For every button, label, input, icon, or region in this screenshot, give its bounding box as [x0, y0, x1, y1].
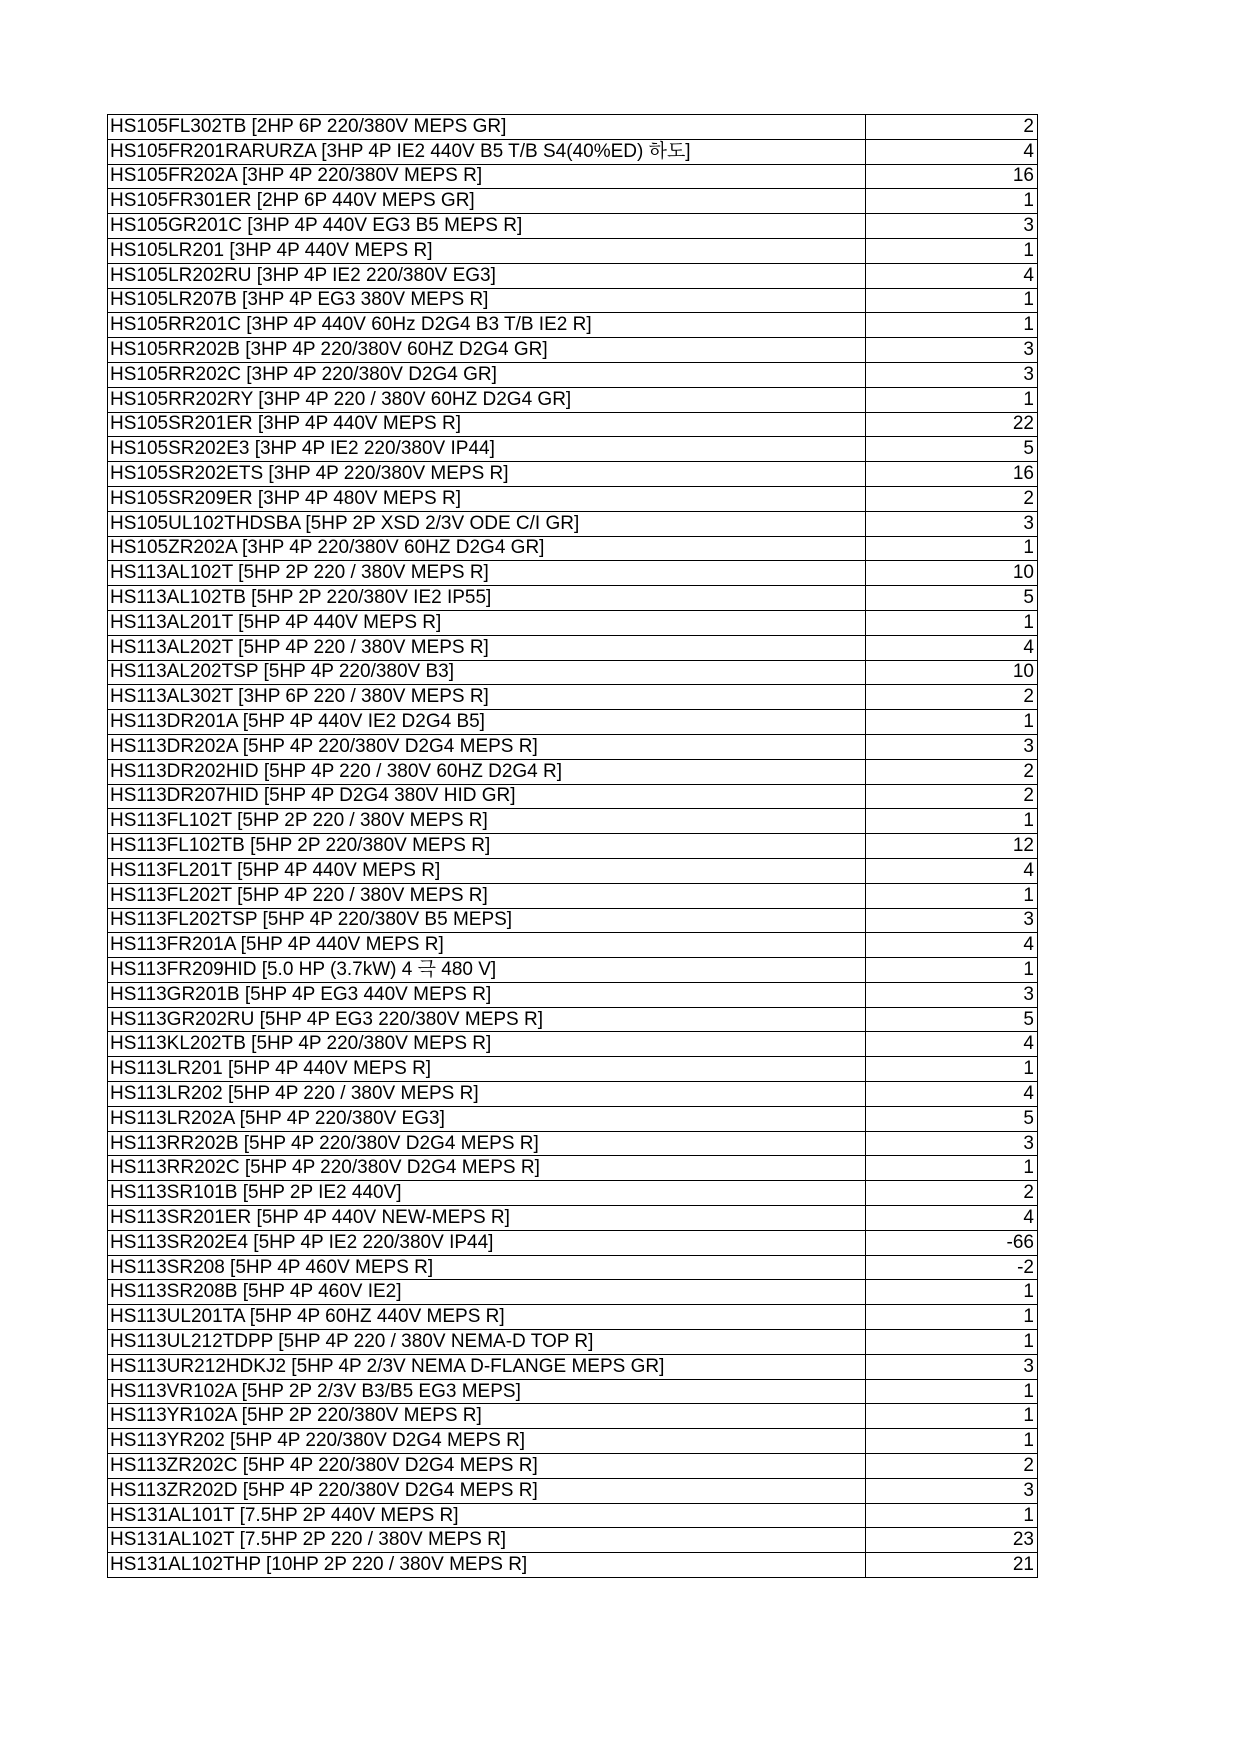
table-row — [108, 462, 1038, 487]
table-row — [108, 1454, 1038, 1479]
quantity-cell: -66 — [866, 1230, 1038, 1255]
table-row — [108, 610, 1038, 635]
quantity-cell: 21 — [866, 1553, 1038, 1578]
quantity-cell: 4 — [866, 263, 1038, 288]
item-description-cell: HS113FL202TSP [5HP 4P 220/380V B5 MEPS] — [108, 908, 866, 933]
quantity-cell: 5 — [866, 1106, 1038, 1131]
item-description-cell: HS113DR202A [5HP 4P 220/380V D2G4 MEPS R] — [108, 734, 866, 759]
item-description-cell: HS113SR208 [5HP 4P 460V MEPS R] — [108, 1255, 866, 1280]
quantity-cell: 1 — [866, 1503, 1038, 1528]
table-row — [108, 1330, 1038, 1355]
table-row — [108, 1007, 1038, 1032]
table-row — [108, 1032, 1038, 1057]
item-description-cell: HS105FL302TB [2HP 6P 220/380V MEPS GR] — [108, 115, 866, 140]
item-description-cell: HS105RR202C [3HP 4P 220/380V D2G4 GR] — [108, 362, 866, 387]
quantity-cell: 2 — [866, 115, 1038, 140]
item-description-cell: HS105SR209ER [3HP 4P 480V MEPS R] — [108, 486, 866, 511]
table-row — [108, 288, 1038, 313]
quantity-cell: 3 — [866, 734, 1038, 759]
item-description-cell: HS113SR101B [5HP 2P IE2 440V] — [108, 1181, 866, 1206]
item-description-cell: HS105FR202A [3HP 4P 220/380V MEPS R] — [108, 164, 866, 189]
quantity-cell: 1 — [866, 1280, 1038, 1305]
quantity-cell: 3 — [866, 214, 1038, 239]
quantity-cell: 1 — [866, 958, 1038, 983]
table-row — [108, 1503, 1038, 1528]
quantity-cell: 3 — [866, 908, 1038, 933]
item-description-cell: HS105FR201RARURZA [3HP 4P IE2 440V B5 T/B S4(40%ED) 하도] — [108, 139, 866, 164]
quantity-cell: 1 — [866, 536, 1038, 561]
item-description-cell: HS113AL202TSP [5HP 4P 220/380V B3] — [108, 660, 866, 685]
quantity-cell: 5 — [866, 1007, 1038, 1032]
item-description-cell: HS105UL102THDSBA [5HP 2P XSD 2/3V ODE C/I GR] — [108, 511, 866, 536]
item-description-cell: HS105LR201 [3HP 4P 440V MEPS R] — [108, 238, 866, 263]
table-row — [108, 1131, 1038, 1156]
item-description-cell: HS113FL102TB [5HP 2P 220/380V MEPS R] — [108, 834, 866, 859]
table-row — [108, 387, 1038, 412]
table-row — [108, 263, 1038, 288]
quantity-cell: 2 — [866, 486, 1038, 511]
table-body — [108, 115, 1038, 1578]
table-row — [108, 536, 1038, 561]
item-description-cell: HS113FR209HID [5.0 HP (3.7kW) 4 극 480 V] — [108, 958, 866, 983]
item-description-cell: HS105SR202E3 [3HP 4P IE2 220/380V IP44] — [108, 437, 866, 462]
table-row — [108, 511, 1038, 536]
item-description-cell: HS113SR201ER [5HP 4P 440V NEW-MEPS R] — [108, 1206, 866, 1231]
item-description-cell: HS113AL201T [5HP 4P 440V MEPS R] — [108, 610, 866, 635]
item-description-cell: HS113RR202C [5HP 4P 220/380V D2G4 MEPS R] — [108, 1156, 866, 1181]
table-row — [108, 1082, 1038, 1107]
quantity-cell: 3 — [866, 982, 1038, 1007]
table-row — [108, 1280, 1038, 1305]
quantity-cell: 2 — [866, 1454, 1038, 1479]
item-description-cell: HS105RR202RY [3HP 4P 220 / 380V 60HZ D2G4 GR] — [108, 387, 866, 412]
quantity-cell: 4 — [866, 933, 1038, 958]
table-row — [108, 784, 1038, 809]
table-row — [108, 958, 1038, 983]
item-description-cell: HS105LR202RU [3HP 4P IE2 220/380V EG3] — [108, 263, 866, 288]
quantity-cell: 1 — [866, 1429, 1038, 1454]
table-row — [108, 1181, 1038, 1206]
quantity-cell: 1 — [866, 883, 1038, 908]
quantity-cell: 4 — [866, 858, 1038, 883]
table-row — [108, 1429, 1038, 1454]
table-row — [108, 139, 1038, 164]
table-row — [108, 1206, 1038, 1231]
quantity-cell: 1 — [866, 1404, 1038, 1429]
quantity-cell: 12 — [866, 834, 1038, 859]
item-description-cell: HS105RR201C [3HP 4P 440V 60Hz D2G4 B3 T/B IE2 R] — [108, 313, 866, 338]
table-row — [108, 858, 1038, 883]
item-description-cell: HS105RR202B [3HP 4P 220/380V 60HZ D2G4 GR] — [108, 338, 866, 363]
item-description-cell: HS113SR202E4 [5HP 4P IE2 220/380V IP44] — [108, 1230, 866, 1255]
table-row — [108, 933, 1038, 958]
item-description-cell: HS105SR201ER [3HP 4P 440V MEPS R] — [108, 412, 866, 437]
item-description-cell: HS113ZR202C [5HP 4P 220/380V D2G4 MEPS R] — [108, 1454, 866, 1479]
table-row — [108, 437, 1038, 462]
table-row — [108, 313, 1038, 338]
item-description-cell: HS113SR208B [5HP 4P 460V IE2] — [108, 1280, 866, 1305]
item-description-cell: HS113DR207HID [5HP 4P D2G4 380V HID GR] — [108, 784, 866, 809]
table-row — [108, 1553, 1038, 1578]
item-description-cell: HS113DR201A [5HP 4P 440V IE2 D2G4 B5] — [108, 710, 866, 735]
quantity-cell: 3 — [866, 1131, 1038, 1156]
table-row — [108, 1528, 1038, 1553]
table-row — [108, 809, 1038, 834]
item-description-cell: HS113KL202TB [5HP 4P 220/380V MEPS R] — [108, 1032, 866, 1057]
table-row — [108, 238, 1038, 263]
table-row — [108, 1057, 1038, 1082]
item-description-cell: HS113GR202RU [5HP 4P EG3 220/380V MEPS R] — [108, 1007, 866, 1032]
item-description-cell: HS113UL212TDPP [5HP 4P 220 / 380V NEMA-D TOP R] — [108, 1330, 866, 1355]
item-description-cell: HS113RR202B [5HP 4P 220/380V D2G4 MEPS R] — [108, 1131, 866, 1156]
quantity-cell: 23 — [866, 1528, 1038, 1553]
quantity-cell: 1 — [866, 1330, 1038, 1355]
quantity-cell: 3 — [866, 1354, 1038, 1379]
table-row — [108, 759, 1038, 784]
item-description-cell: HS113FL202T [5HP 4P 220 / 380V MEPS R] — [108, 883, 866, 908]
item-description-cell: HS113ZR202D [5HP 4P 220/380V D2G4 MEPS R] — [108, 1478, 866, 1503]
table-row — [108, 1404, 1038, 1429]
item-description-cell: HS113YR202 [5HP 4P 220/380V D2G4 MEPS R] — [108, 1429, 866, 1454]
quantity-cell: 1 — [866, 1305, 1038, 1330]
item-description-cell: HS113AL102T [5HP 2P 220 / 380V MEPS R] — [108, 561, 866, 586]
quantity-cell: 16 — [866, 462, 1038, 487]
quantity-cell: 10 — [866, 660, 1038, 685]
table-row — [108, 635, 1038, 660]
table-row — [108, 412, 1038, 437]
table-row — [108, 1478, 1038, 1503]
item-description-cell: HS105FR301ER [2HP 6P 440V MEPS GR] — [108, 189, 866, 214]
table-row — [108, 486, 1038, 511]
quantity-cell: 3 — [866, 1478, 1038, 1503]
quantity-cell: 5 — [866, 586, 1038, 611]
table-row — [108, 982, 1038, 1007]
quantity-cell: 4 — [866, 1032, 1038, 1057]
table-row — [108, 1106, 1038, 1131]
table-row — [108, 834, 1038, 859]
table-row — [108, 115, 1038, 140]
quantity-cell: 1 — [866, 313, 1038, 338]
table-row — [108, 1156, 1038, 1181]
table-row — [108, 660, 1038, 685]
table-row — [108, 1354, 1038, 1379]
quantity-cell: 1 — [866, 1057, 1038, 1082]
table-row — [108, 214, 1038, 239]
quantity-cell: -2 — [866, 1255, 1038, 1280]
table-row — [108, 362, 1038, 387]
table-row — [108, 1305, 1038, 1330]
item-description-cell: HS113DR202HID [5HP 4P 220 / 380V 60HZ D2G4 R] — [108, 759, 866, 784]
item-description-cell: HS113LR201 [5HP 4P 440V MEPS R] — [108, 1057, 866, 1082]
item-description-cell: HS113VR102A [5HP 2P 2/3V B3/B5 EG3 MEPS] — [108, 1379, 866, 1404]
table-row — [108, 561, 1038, 586]
table-row — [108, 710, 1038, 735]
quantity-cell: 16 — [866, 164, 1038, 189]
item-description-cell: HS113AL102TB [5HP 2P 220/380V IE2 IP55] — [108, 586, 866, 611]
inventory-table — [107, 114, 1038, 1578]
item-description-cell: HS113FL201T [5HP 4P 440V MEPS R] — [108, 858, 866, 883]
quantity-cell: 10 — [866, 561, 1038, 586]
item-description-cell: HS113AL302T [3HP 6P 220 / 380V MEPS R] — [108, 685, 866, 710]
quantity-cell: 2 — [866, 1181, 1038, 1206]
item-description-cell: HS105GR201C [3HP 4P 440V EG3 B5 MEPS R] — [108, 214, 866, 239]
item-description-cell: HS131AL102THP [10HP 2P 220 / 380V MEPS R] — [108, 1553, 866, 1578]
table-row — [108, 189, 1038, 214]
quantity-cell: 5 — [866, 437, 1038, 462]
quantity-cell: 1 — [866, 610, 1038, 635]
table-row — [108, 1255, 1038, 1280]
quantity-cell: 1 — [866, 387, 1038, 412]
table-row — [108, 1230, 1038, 1255]
item-description-cell: HS113AL202T [5HP 4P 220 / 380V MEPS R] — [108, 635, 866, 660]
table-row — [108, 1379, 1038, 1404]
quantity-cell: 2 — [866, 685, 1038, 710]
quantity-cell: 4 — [866, 1206, 1038, 1231]
item-description-cell: HS131AL102T [7.5HP 2P 220 / 380V MEPS R] — [108, 1528, 866, 1553]
quantity-cell: 2 — [866, 759, 1038, 784]
item-description-cell: HS105SR202ETS [3HP 4P 220/380V MEPS R] — [108, 462, 866, 487]
table-row — [108, 883, 1038, 908]
quantity-cell: 4 — [866, 139, 1038, 164]
item-description-cell: HS113UR212HDKJ2 [5HP 4P 2/3V NEMA D-FLANGE MEPS GR] — [108, 1354, 866, 1379]
quantity-cell: 1 — [866, 809, 1038, 834]
table-row — [108, 734, 1038, 759]
table-row — [108, 908, 1038, 933]
quantity-cell: 4 — [866, 635, 1038, 660]
item-description-cell: HS113FL102T [5HP 2P 220 / 380V MEPS R] — [108, 809, 866, 834]
item-description-cell: HS105LR207B [3HP 4P EG3 380V MEPS R] — [108, 288, 866, 313]
table-row — [108, 685, 1038, 710]
quantity-cell: 1 — [866, 238, 1038, 263]
quantity-cell: 3 — [866, 362, 1038, 387]
item-description-cell: HS113YR102A [5HP 2P 220/380V MEPS R] — [108, 1404, 866, 1429]
quantity-cell: 22 — [866, 412, 1038, 437]
quantity-cell: 2 — [866, 784, 1038, 809]
item-description-cell: HS105ZR202A [3HP 4P 220/380V 60HZ D2G4 GR] — [108, 536, 866, 561]
table-row — [108, 338, 1038, 363]
quantity-cell: 1 — [866, 1379, 1038, 1404]
quantity-cell: 1 — [866, 189, 1038, 214]
item-description-cell: HS113FR201A [5HP 4P 440V MEPS R] — [108, 933, 866, 958]
item-description-cell: HS113LR202A [5HP 4P 220/380V EG3] — [108, 1106, 866, 1131]
quantity-cell: 3 — [866, 338, 1038, 363]
quantity-cell: 3 — [866, 511, 1038, 536]
quantity-cell: 4 — [866, 1082, 1038, 1107]
quantity-cell: 1 — [866, 1156, 1038, 1181]
item-description-cell: HS113LR202 [5HP 4P 220 / 380V MEPS R] — [108, 1082, 866, 1107]
table-row — [108, 164, 1038, 189]
quantity-cell: 1 — [866, 288, 1038, 313]
table-row — [108, 586, 1038, 611]
item-description-cell: HS131AL101T [7.5HP 2P 440V MEPS R] — [108, 1503, 866, 1528]
quantity-cell: 1 — [866, 710, 1038, 735]
item-description-cell: HS113UL201TA [5HP 4P 60HZ 440V MEPS R] — [108, 1305, 866, 1330]
item-description-cell: HS113GR201B [5HP 4P EG3 440V MEPS R] — [108, 982, 866, 1007]
